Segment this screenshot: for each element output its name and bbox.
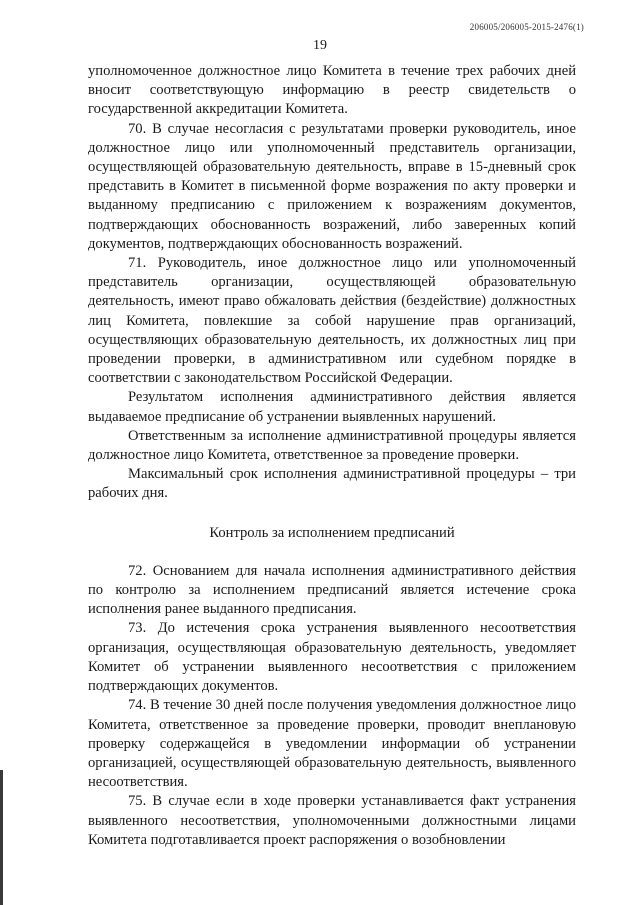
section-heading: Контроль за исполнением предписаний	[209, 524, 455, 541]
paragraph-73: 73. До истечения срока устранения выявленного несоответствия организация, осуществляющая образовательную деятельность, уведомляет Комитет об устранении выявленного несоответствия с приложением подтверждающих документов.	[88, 620, 576, 695]
paragraph-72: 72. Основанием для начала исполнения административного действия по контролю за исполнением предписаний является истечение срока исполнения ранее выданного предписания.	[88, 562, 576, 618]
scan-edge-mark	[0, 770, 3, 905]
paragraph-74: 74. В течение 30 дней после получения уведомления должностное лицо Комитета, ответственное за проведение проверки, проводит внеплановую проверку содержащейся в уведомлении информации об устранении организацией, осуществляющей образовательную деятельность, выявленного несоответствия.	[88, 697, 576, 791]
paragraph-responsible: Ответственным за исполнение административной процедуры является должностное лицо Комитета, ответственное за проведение проверки.	[88, 427, 576, 464]
paragraph-71: 71. Руководитель, иное должностное лицо или уполномоченный представитель организации, осуществляющей образовательную деятельность, имеют право обжаловать действия (бездействие) должностных лиц Комитета, повлекшие за собой нарушение прав организаций, осуществляющих образовательную деятельность, их должностных лиц при проведении проверки, в административном или судебном порядке в соответствии с законодательством Российской Федерации.	[88, 255, 576, 387]
paragraph-result: Результатом исполнения административного действия является выдаваемое предписание об устранении выявленных нарушений.	[88, 389, 576, 425]
paragraph-max-term: Максимальный срок исполнения административной процедуры – три рабочих дня.	[88, 466, 576, 502]
document-id: 206005/206005-2015-2476(1)	[469, 22, 584, 32]
paragraph-75: 75. В случае если в ходе проверки устанавливается факт устранения выявленного несоответствия, уполномоченными должностными лицами Комитета подготавливается проект распоряжения о возобновлении	[88, 793, 576, 848]
document-body	[88, 62, 576, 850]
paragraph-70: 70. В случае несогласия с результатами проверки руководитель, иное должностное лицо или уполномоченный представитель организации, осуществляющей образовательную деятельность, вправе в 15-дневный срок представить в Комитет в письменной форме возражения по акту проверки и выданному предписанию с приложением к возражениям документов, подтверждающих обоснованность возражений, либо заверенных копий документов, подтверждающих обоснованность возражений.	[88, 120, 576, 252]
paragraph-continuation: уполномоченное должностное лицо Комитета в течение трех рабочих дней вносит соответствующую информацию в реестр свидетельств о государственной аккредитации Комитета.	[88, 63, 576, 118]
page-number: 19	[313, 38, 327, 53]
